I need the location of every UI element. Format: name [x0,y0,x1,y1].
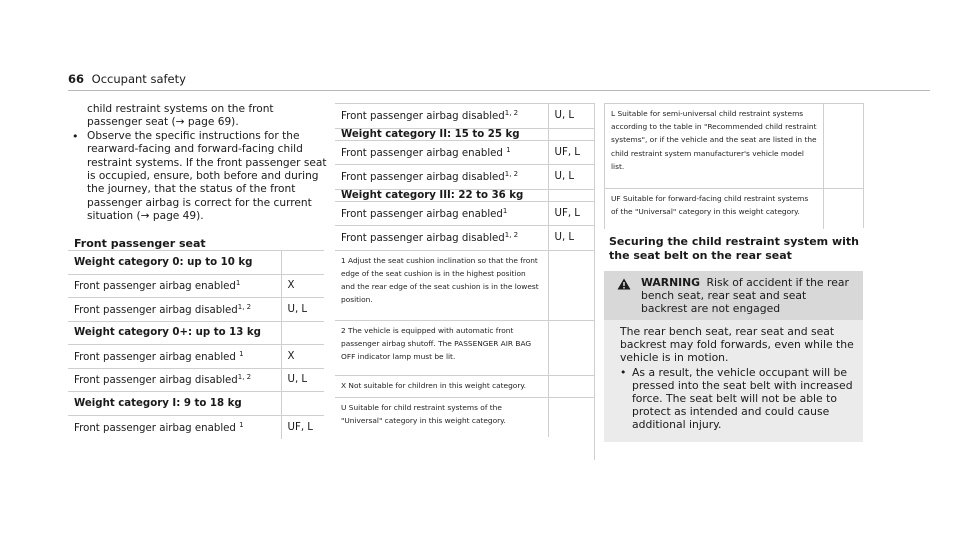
footnote-ref: 1, 2 [504,231,519,240]
table-edge-line [863,103,864,228]
table-row [68,321,324,345]
airbag-status-cell [68,368,281,392]
row-label: Front passenger airbag disabled [341,233,505,245]
empty-cell [548,250,595,320]
warning-body [604,320,863,442]
row-label: Front passenger airbag disabled [74,304,238,316]
header-divider [68,90,930,91]
footnote-ref: 1, 2 [504,170,519,179]
empty-cell [548,397,595,437]
table-row [335,165,595,190]
suitability-value [548,128,595,140]
row-label: Front passenger airbag disabled [341,172,505,184]
airbag-status-cell [335,165,548,190]
airbag-status-cell [335,104,548,129]
airbag-status-cell [335,201,548,226]
suitability-value: U, L [548,104,595,129]
row-label: Weight category II: 15 to 25 kg [341,128,520,140]
page-header [68,72,186,86]
footnote-ref: 1 [502,206,508,215]
footnote-ref: 1, 2 [504,109,519,118]
weight-category-heading [335,128,548,140]
footnote-text: X Not suitable for children in this weight category. [335,375,548,397]
empty-cell [824,104,864,189]
table-edge-line [594,103,595,460]
airbag-status-cell [68,415,281,439]
legend-table [604,103,864,229]
empty-cell [548,320,595,375]
weight-category-heading [68,321,281,345]
airbag-status-cell [335,226,548,251]
suitability-value: U, L [548,165,595,190]
weight-category-heading [68,392,281,416]
intro-continuation: child restraint systems on the front passenger seat (→ page 69). [87,103,274,129]
table-row [335,128,595,140]
table-row [68,298,324,322]
footnote-text: U Suitable for child restraint systems of the "Universal" category in this weight category. [335,397,548,437]
table-row [335,201,595,226]
row-label: Front passenger airbag disabled [74,375,238,387]
row-label: Weight category III: 22 to 36 kg [341,189,524,201]
table-row [335,140,595,165]
seat-table-1 [68,250,324,439]
footnote-ref: 1, 2 [237,373,252,382]
table-row [68,368,324,392]
footnote-ref: 1 [239,349,244,358]
suitability-value [281,392,324,416]
section-title: Front passenger seat [74,237,206,250]
row-label: Front passenger airbag enabled [341,147,507,159]
weight-category-heading [335,189,548,201]
suitability-value: UF, L [281,415,324,439]
footnote-ref: 1 [235,279,241,288]
suitability-value: X [281,274,324,298]
table-row [68,392,324,416]
warning-text: The rear bench seat, rear seat and seat backrest may fold forwards, even while the vehicle is in motion. [620,325,854,365]
row-label: Weight category I: 9 to 18 kg [74,397,242,409]
suitability-value: X [281,345,324,369]
table-row [68,274,324,298]
footnote-row [335,375,595,397]
airbag-status-cell [68,298,281,322]
suitability-value: U, L [281,368,324,392]
footnote-row [335,397,595,437]
footnote-ref: 1, 2 [237,302,252,311]
table-row [335,189,595,201]
table-row [335,104,595,129]
suitability-value [281,251,324,275]
airbag-status-cell [68,274,281,298]
warning-label: WARNING [641,276,701,289]
suitability-value: UF, L [548,201,595,226]
table-row [68,415,324,439]
footnote-text: UF Suitable for forward-facing child restraint systems of the "Universal" category in this weight category. [605,189,824,229]
weight-category-heading [68,251,281,275]
footnote-row [605,189,864,229]
airbag-status-cell [68,345,281,369]
row-label: Front passenger airbag enabled [74,351,240,363]
footnote-text: 1 Adjust the seat cushion inclination so that the front edge of the seat cushion is in the highest position and the rear edge of the seat cushion is in the lowest position. [335,250,548,320]
table-row [68,251,324,275]
warning-header [604,271,863,322]
intro-bullet: • Observe the specific instructions for the rearward-facing and forward-facing child restraint systems. If the front passenger seat is occupied, ensure, both before and during the journey, that the status of the front passenger airbag is correct for the current situation (→ page 49). [68,130,328,224]
page-number: 66 [68,72,85,86]
footnote-row [335,320,595,375]
row-label: Weight category 0+: up to 13 kg [74,327,261,339]
table-row [335,226,595,251]
warning-headline: Risk of accident if the rear bench seat, rear seat and seat backrest are not engaged [641,276,849,316]
empty-cell [548,375,595,397]
row-label: Weight category 0: up to 10 kg [74,256,253,268]
row-label: Front passenger airbag enabled [74,422,240,434]
warning-triangle-icon [617,278,631,290]
seat-table-2 [335,103,595,437]
intro-text [68,103,328,224]
warning-bullet: • As a result, the vehicle occupant will be pressed into the seat belt with increased force. The seat belt will not be able to protect as intended and could cause additional injury. [620,366,855,432]
securing-title: Securing the child restraint system with the seat belt on the rear seat [609,235,859,262]
footnote-row [335,250,595,320]
footnote-ref: 1 [239,420,244,429]
row-label: Front passenger airbag enabled [74,281,236,293]
row-label: Front passenger airbag disabled [341,111,505,123]
table-row [68,345,324,369]
footnote-text: L Suitable for semi-universal child restraint systems according to the table in "Recommended child restraint systems", or if the vehicle and the seat are listed in the child restraint system manufacturer's vehicle model list. [605,104,824,189]
page-title: Occupant safety [91,72,186,86]
suitability-value [548,189,595,201]
suitability-value: U, L [281,298,324,322]
footnote-ref: 1 [506,145,511,154]
suitability-value: U, L [548,226,595,251]
airbag-status-cell [335,140,548,165]
row-label: Front passenger airbag enabled [341,208,503,220]
footnote-text: 2 The vehicle is equipped with automatic front passenger airbag shutoff. The PASSENGER AIR BAG OFF indicator lamp must be lit. [335,320,548,375]
suitability-value [281,321,324,345]
footnote-row [605,104,864,189]
empty-cell [824,189,864,229]
suitability-value: UF, L [548,140,595,165]
